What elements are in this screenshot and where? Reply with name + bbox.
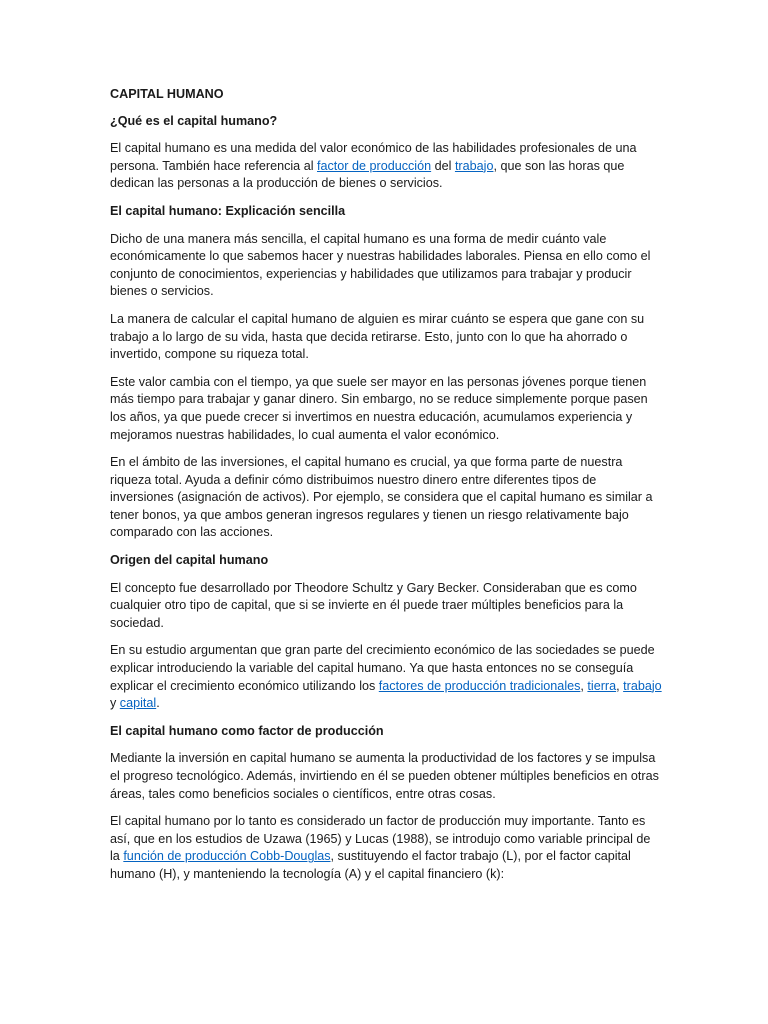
document-title: CAPITAL HUMANO	[110, 87, 224, 101]
paragraph-text: del	[431, 158, 455, 173]
paragraph-tiempo: Este valor cambia con el tiempo, ya que suele ser mayor en las personas jóvenes porque tienen más tiempo para trabajar y ganar dinero. Sin embargo, no se reduce simplemente porque pasen los años, ya que puede crecer si invertimos en nuestra educación, acumulamos experiencia y mejoramos nuestras habilidades, lo cual aumenta el valor económico.	[110, 374, 648, 442]
paragraph-inversiones: En el ámbito de las inversiones, el capital humano es crucial, ya que forma parte de nuestra riqueza total. Ayuda a definir cómo distribuimos nuestro dinero entre diferentes tipos de inversiones (asignación de activos). Por ejemplo, se considera que el capital humano es similar a tener bonos, ya que ambos generan ingresos regulares y tienen un riesgo relativamente bajo comparado con las acciones.	[110, 455, 653, 540]
link-cobb-douglas[interactable]: función de producción Cobb-Douglas	[123, 849, 331, 864]
document-page	[110, 86, 662, 894]
paragraph-text: El capital humano por lo tanto es considerado un factor de producción muy importante. Tanto es así, que en los estudios de Uzawa (1965) y Lucas (1988), se introdujo como variable principal de la	[110, 814, 651, 864]
link-trabajo[interactable]: trabajo	[454, 158, 494, 173]
link-tierra[interactable]: tierra	[587, 678, 617, 693]
paragraph-text: .	[156, 696, 160, 711]
paragraph-explicacion: Dicho de una manera más sencilla, el capital humano es una forma de medir cuánto vale económicamente lo que sabemos hacer y nuestras habilidades laborales. Piensa en ello como el conjunto de conocimientos, experiencias y habilidades que utilizamos para trabajar y producir bienes o servicios.	[110, 231, 651, 299]
paragraph-estudio	[110, 642, 662, 712]
paragraph-inversion: Mediante la inversión en capital humano se aumenta la productividad de los factores y se impulsa el progreso tecnológico. Además, invirtiendo en él se pueden obtener múltiples beneficios en otras áreas, tales como beneficios sociales o científicos, entre otras cosas.	[110, 751, 659, 801]
link-factores-tradicionales[interactable]: factores de producción tradicionales	[378, 678, 581, 693]
paragraph-calculo: La manera de calcular el capital humano de alguien es mirar cuánto se espera que gane con su trabajo a lo largo de su vida, hasta que decida retirarse. Esto, junto con lo que ha ahorrado o invertido, compone su riqueza total.	[110, 311, 645, 362]
paragraph-text: ,	[580, 678, 588, 693]
paragraph-origen: El concepto fue desarrollado por Theodore Schultz y Gary Becker. Consideraban que es como cualquier otro tipo de capital, que si se invierte en él puede traer múltiples beneficios para la sociedad.	[110, 580, 637, 630]
link-trabajo-2[interactable]: trabajo	[623, 678, 662, 693]
heading-explicacion: El capital humano: Explicación sencilla	[110, 203, 346, 218]
paragraph-text: y	[110, 696, 120, 711]
paragraph-cobb-douglas	[110, 813, 662, 883]
paragraph-text: , sustituyendo el factor trabajo (L), por el factor capital humano (H), y manteniendo la tecnología (A) y el capital financiero (k):	[110, 849, 631, 881]
heading-factor-produccion: El capital humano como factor de producción	[110, 723, 384, 738]
paragraph-text: El capital humano es una medida del valor económico de las habilidades profesionales de una persona. También hace referencia al	[110, 141, 637, 173]
link-factor-de-produccion[interactable]: factor de producción	[317, 158, 432, 173]
paragraph-text: , que son las horas que dedican las personas a la producción de bienes o servicios.	[110, 158, 625, 191]
paragraph-text: ,	[616, 678, 624, 693]
heading-origen: Origen del capital humano	[110, 553, 269, 568]
paragraph-definicion	[110, 140, 662, 193]
heading-que-es: ¿Qué es el capital humano?	[110, 113, 278, 128]
paragraph-text: En su estudio argumentan que gran parte del crecimiento económico de las sociedades se puede explicar introduciendo la variable del capital humano. Ya que hasta entonces no se conseguía explicar el crecimiento económico utilizando los	[110, 643, 655, 693]
link-capital[interactable]: capital	[119, 696, 157, 711]
